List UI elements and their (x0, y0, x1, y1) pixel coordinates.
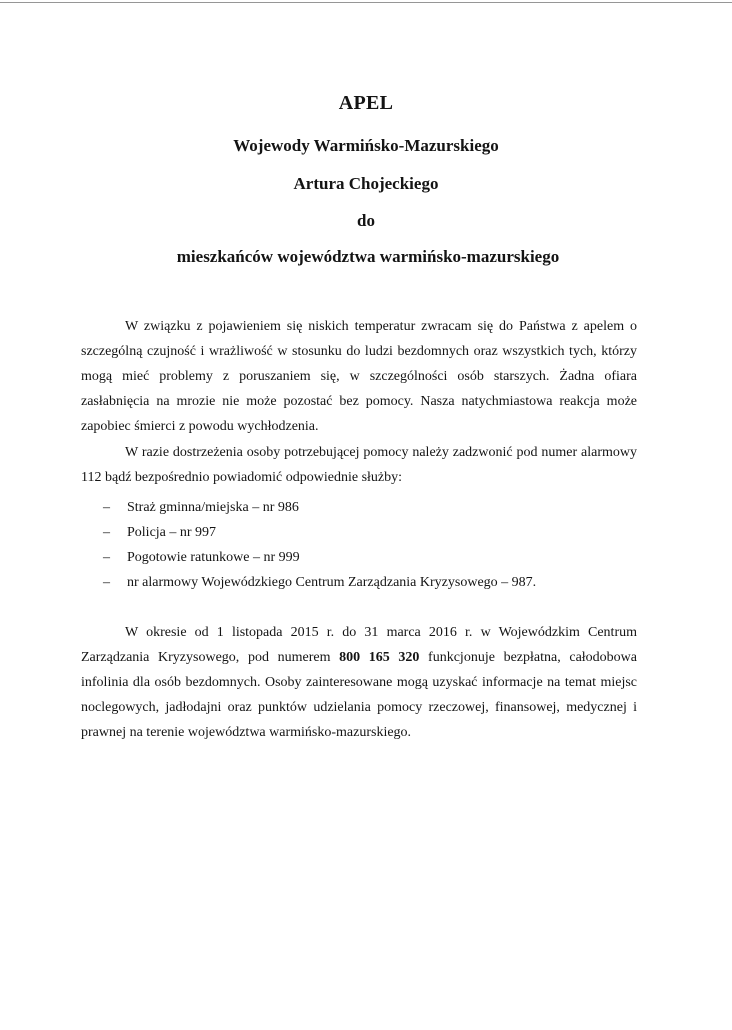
list-item (81, 545, 641, 570)
list-dash: – (103, 550, 110, 565)
list-item (81, 520, 641, 545)
paragraph-1: W związku z pojawieniem się niskich temperatur zwracam się do Państwa z apelem o szczególną czujność i wrażliwość w stosunku do ludzi bezdomnych oraz wszystkich tych, którzy mogą mieć problemy z poruszaniem się, w szczególności osób starszych. Żadna ofiara zasłabnięcia na mrozie nie może pozostać bez pomocy. Nasza natychmiastowa reakcja może zapobiec śmierci z powodu wychłodzenia. (81, 319, 637, 434)
document-title: APEL (338, 92, 394, 114)
heading-line-3: do (357, 211, 375, 230)
list-dash: – (103, 525, 110, 540)
list-item-text: nr alarmowy Wojewódzkiego Centrum Zarządzania Kryzysowego – 987. (127, 575, 537, 590)
emergency-services-list (81, 495, 641, 595)
paragraph-3-end: funkcjonuje bezpłatna, całodobowa infolinia dla osób bezdomnych. Osoby zainteresowane mogą uzyskać informacje na temat miejsc noclegowych, jadłodajni oraz punktów udzielania pomocy rzeczowej, finansowej, medycznej i prawnej na terenie województwa warmińsko-mazurskiego. (81, 650, 637, 740)
heading-line-4: mieszkańców województwa warmińsko-mazurskiego (176, 247, 560, 266)
list-item-text: Policja – nr 997 (127, 525, 217, 540)
paragraph-2: W razie dostrzeżenia osoby potrzebującej pomocy należy zadzwonić pod numer alarmowy 112 bądź bezpośrednio powiadomić odpowiednie służby: (81, 445, 637, 485)
heading-line-2: Artura Chojeckiego (293, 174, 439, 193)
heading-line-1: Wojewody Warmińsko-Mazurskiego (233, 136, 499, 155)
scan-edge-line (0, 2, 732, 3)
hotline-number: 800 165 320 (339, 650, 420, 665)
paragraph-3 (81, 620, 637, 745)
list-item (81, 570, 641, 595)
list-dash: – (103, 500, 110, 515)
list-item-text: Pogotowie ratunkowe – nr 999 (127, 550, 300, 565)
list-item-text: Straż gminna/miejska – nr 986 (127, 500, 299, 515)
list-item (81, 495, 641, 520)
list-dash: – (103, 575, 110, 590)
paragraph-3-start: W okresie od 1 listopada 2015 r. do 31 marca 2016 r. w Wojewódzkim Centrum Zarządzania Kryzysowego, pod numerem (81, 625, 637, 665)
